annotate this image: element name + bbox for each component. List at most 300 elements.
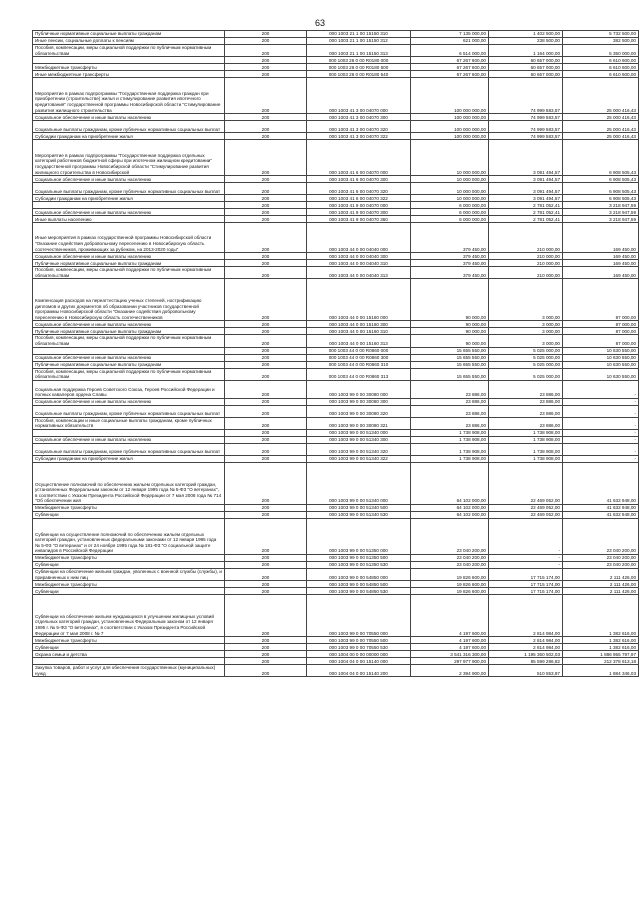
table-row <box>33 176 639 183</box>
row-plan-cell: 297 977 900,00 <box>411 658 489 665</box>
row-name-cell: Пособия, компенсации, меры социальной поддержки по публичным нормативным обязательствам <box>33 45 225 57</box>
row-rest-cell: 10 630 550,00 <box>563 354 639 361</box>
row-name-cell: Социальные выплаты гражданам, кроме публичных нормативных социальных выплат <box>33 183 225 195</box>
row-rest-cell: 169 450,00 <box>563 253 639 260</box>
row-grbs-cell: 200 <box>225 518 307 554</box>
table-row <box>33 554 639 561</box>
row-grbs-cell: 200 <box>225 216 307 223</box>
row-plan-cell: 379 450,00 <box>411 267 489 279</box>
row-rest-cell: 6 610 600,00 <box>563 57 639 64</box>
table-row <box>33 658 639 665</box>
row-plan-cell: 6 000 000,00 <box>411 209 489 216</box>
row-rest-cell: 23 040 200,00 <box>563 518 639 554</box>
row-name-cell: Социальное обеспечение и иные выплаты населению <box>33 253 225 260</box>
row-name-cell: Осуществление полномочий по обеспечению жильем отдельных категорий граждан, установленных Федеральным законом от 12 января 1995 года № 5-ФЗ "О ветеранах", в соответствии с Указом Президента Российской Федерации от 7 мая 2008 года № 714 "Об обеспечении жил <box>33 462 225 504</box>
row-grbs-cell: 200 <box>225 328 307 335</box>
table-row <box>33 462 639 504</box>
row-exec-cell: - <box>489 518 563 554</box>
table-row <box>33 216 639 223</box>
row-plan-cell: 100 000 000,00 <box>411 114 489 121</box>
row-exec-cell: 3 000,00 <box>489 279 563 321</box>
row-grbs-cell: 200 <box>225 267 307 279</box>
row-plan-cell: 1 738 908,00 <box>411 455 489 462</box>
row-exec-cell: 22 469 052,00 <box>489 462 563 504</box>
row-grbs-cell: 200 <box>225 347 307 354</box>
row-exec-cell: 210 000,00 <box>489 253 563 260</box>
table-row <box>33 140 639 176</box>
table-row <box>33 436 639 443</box>
row-rest-cell: 87 000,00 <box>563 328 639 335</box>
row-name-cell <box>33 658 225 665</box>
row-grbs-cell: 200 <box>225 644 307 651</box>
row-grbs-cell: 200 <box>225 368 307 380</box>
table-row <box>33 368 639 380</box>
row-grbs-cell: 200 <box>225 260 307 267</box>
row-exec-cell: 2 814 984,00 <box>489 595 563 637</box>
row-exec-cell: 210 000,00 <box>489 260 563 267</box>
row-code-cell: 000 1003 99 0 00 54850 500 <box>307 581 411 588</box>
row-exec-cell: 17 715 174,00 <box>489 568 563 580</box>
row-rest-cell: 169 450,00 <box>563 223 639 253</box>
row-exec-cell: 3 091 494,57 <box>489 195 563 202</box>
row-rest-cell: - <box>563 398 639 405</box>
row-rest-cell: 1 886 955 797,97 <box>563 651 639 658</box>
row-code-cell: 000 1003 21 1 00 15150 312 <box>307 38 411 45</box>
row-exec-cell: 3 000,00 <box>489 335 563 347</box>
row-grbs-cell: 200 <box>225 57 307 64</box>
row-grbs-cell: 200 <box>225 504 307 511</box>
row-name-cell <box>33 347 225 354</box>
row-grbs-cell: 200 <box>225 405 307 417</box>
table-row <box>33 328 639 335</box>
row-rest-cell: 1 884 346,03 <box>563 665 639 677</box>
row-code-cell: 000 1003 41 3 00 04070 300 <box>307 114 411 121</box>
row-exec-cell: 23 886,00 <box>489 398 563 405</box>
row-code-cell: 000 1003 99 0 00 51340 000 <box>307 429 411 436</box>
row-name-cell: Субсидии гражданам на приобретение жилья <box>33 195 225 202</box>
table-row <box>33 354 639 361</box>
row-plan-cell: 23 040 200,00 <box>411 561 489 568</box>
row-rest-cell: - <box>563 429 639 436</box>
row-code-cell: 000 1003 26 0 00 R0180 500 <box>307 64 411 71</box>
row-exec-cell: 3 091 494,57 <box>489 183 563 195</box>
row-grbs-cell: 200 <box>225 71 307 78</box>
row-exec-cell: 23 886,00 <box>489 405 563 417</box>
row-plan-cell: 23 886,00 <box>411 380 489 398</box>
row-grbs-cell: 200 <box>225 568 307 580</box>
row-grbs-cell: 200 <box>225 443 307 455</box>
row-code-cell: 000 1003 44 0 00 04040 313 <box>307 267 411 279</box>
row-exec-cell: 210 000,00 <box>489 223 563 253</box>
row-name-cell <box>33 429 225 436</box>
row-rest-cell: 10 630 550,00 <box>563 361 639 368</box>
row-code-cell: 000 1003 41 6 00 04070 300 <box>307 176 411 183</box>
row-plan-cell: 64 102 000,00 <box>411 504 489 511</box>
row-plan-cell: 379 450,00 <box>411 223 489 253</box>
row-exec-cell: 74 999 583,57 <box>489 78 563 114</box>
table-row <box>33 398 639 405</box>
row-code-cell: 000 1004 04 0 00 15140 200 <box>307 665 411 677</box>
row-name-cell: Мероприятие в рамках подпрограммы "Государственная поддержка отдельных категорий работников бюджетной сферы при ипотечном жилищном кредитовании" государственной программы Новосибирской области "Стимулирование развития жилищного строительства в Новосибирской <box>33 140 225 176</box>
row-exec-cell: 2 814 984,00 <box>489 637 563 644</box>
row-name-cell: Мероприятие в рамках подпрограммы "Государственная поддержка граждан при приобретении (строительстве) жилья и стимулирование развития ипотечного кредитования" государственной программы Новосибирской области "Стимулирование развития жилищного строительства <box>33 78 225 114</box>
row-name-cell: Пособия, компенсации и иные социальные выплаты гражданам, кроме публичных нормативных обязательств <box>33 417 225 429</box>
table-row <box>33 71 639 78</box>
row-name-cell: Социальные выплаты гражданам, кроме публичных нормативных социальных выплат <box>33 121 225 133</box>
row-plan-cell: 10 000 000,00 <box>411 195 489 202</box>
row-plan-cell: 15 655 550,00 <box>411 368 489 380</box>
row-grbs-cell: 200 <box>225 561 307 568</box>
row-plan-cell: 23 040 200,00 <box>411 554 489 561</box>
row-name-cell: Компенсация расходов на переаттестацию ученых степеней, нострификацию дипломов и других документов об образовании участников государственной программы Новосибирской области "Оказание содействия добровольному переселению в Новосибирскую область соотечественников <box>33 279 225 321</box>
table-row <box>33 64 639 71</box>
row-code-cell: 000 1003 99 0 00 51340 530 <box>307 511 411 518</box>
row-name-cell: Субвенции на обеспечение жильем нуждающихся в улучшении жилищных условий отдельных категорий граждан, установленных Федеральным законом от 12 января 1995 г. № 5-ФЗ "О ветеранах", в соответствии с Указом Президента Российской Федерации от 7 мая 2008 г. № 7 <box>33 595 225 637</box>
budget-table-body <box>33 31 639 677</box>
row-rest-cell: 25 000 416,43 <box>563 121 639 133</box>
row-grbs-cell: 200 <box>225 209 307 216</box>
row-code-cell: 000 1003 44 0 00 R0860 313 <box>307 368 411 380</box>
row-name-cell: Субвенции <box>33 644 225 651</box>
row-grbs-cell: 200 <box>225 354 307 361</box>
table-row <box>33 114 639 121</box>
row-plan-cell: 67 267 600,00 <box>411 71 489 78</box>
row-plan-cell: 4 197 600,00 <box>411 595 489 637</box>
row-plan-cell: 23 886,00 <box>411 398 489 405</box>
row-plan-cell: 4 197 600,00 <box>411 644 489 651</box>
table-row <box>33 644 639 651</box>
table-row <box>33 267 639 279</box>
row-name-cell: Субвенции <box>33 561 225 568</box>
row-code-cell: 000 1003 44 0 00 15160 300 <box>307 321 411 328</box>
row-plan-cell: 67 267 600,00 <box>411 57 489 64</box>
row-rest-cell: - <box>563 405 639 417</box>
row-code-cell: 000 1003 44 0 00 R0860 300 <box>307 354 411 361</box>
table-row <box>33 665 639 677</box>
table-row <box>33 443 639 455</box>
row-rest-cell: 6 908 505,43 <box>563 176 639 183</box>
row-exec-cell: 2 781 052,41 <box>489 209 563 216</box>
row-plan-cell: 15 655 550,00 <box>411 347 489 354</box>
row-name-cell: Иные мероприятия в рамках государственной программы Новосибирской области "Оказание содействия добровольному переселению в Новосибирскую область соотечественников, проживающих за рубежом, на 2013-2020 годы" <box>33 223 225 253</box>
row-exec-cell: 1 195 360 502,03 <box>489 651 563 658</box>
row-exec-cell: 22 469 052,00 <box>489 504 563 511</box>
row-plan-cell: 4 197 600,00 <box>411 637 489 644</box>
row-plan-cell: 10 000 000,00 <box>411 140 489 176</box>
row-code-cell: 000 1003 44 0 00 04040 310 <box>307 260 411 267</box>
row-grbs-cell: 200 <box>225 45 307 57</box>
row-name-cell: Субвенции на осуществление полномочий по обеспечению жильем отдельных категорий граждан, установленных федеральными законами от 12 января 1995 года № 5-ФЗ "О ветеранах" и от 24 ноября 1995 года № 181-ФЗ "О социальной защите инвалидов в Российской Федерации <box>33 518 225 554</box>
row-rest-cell: 1 382 616,00 <box>563 644 639 651</box>
table-row <box>33 504 639 511</box>
row-plan-cell: 379 450,00 <box>411 253 489 260</box>
row-code-cell: 000 1003 26 0 00 R0180 000 <box>307 57 411 64</box>
row-code-cell: 000 1003 99 0 00 70550 000 <box>307 595 411 637</box>
table-row <box>33 78 639 114</box>
row-name-cell: Субвенции <box>33 511 225 518</box>
row-grbs-cell: 200 <box>225 321 307 328</box>
row-grbs-cell: 200 <box>225 64 307 71</box>
row-name-cell: Пособия, компенсации, меры социальной поддержки по публичным нормативным обязательствам <box>33 267 225 279</box>
row-rest-cell: 10 630 550,00 <box>563 347 639 354</box>
table-row <box>33 561 639 568</box>
row-rest-cell: 41 632 948,00 <box>563 511 639 518</box>
row-exec-cell: 5 025 000,00 <box>489 347 563 354</box>
row-plan-cell: 90 000,00 <box>411 321 489 328</box>
table-row <box>33 361 639 368</box>
row-plan-cell: 19 826 600,00 <box>411 581 489 588</box>
row-name-cell: Межбюджетные трансферты <box>33 504 225 511</box>
row-code-cell: 000 1003 41 3 00 04070 320 <box>307 121 411 133</box>
row-grbs-cell: 200 <box>225 202 307 209</box>
row-code-cell: 000 1003 99 0 00 54850 000 <box>307 568 411 580</box>
row-code-cell: 000 1003 41 6 00 04070 322 <box>307 195 411 202</box>
row-code-cell: 000 1003 99 0 00 51350 530 <box>307 561 411 568</box>
row-code-cell: 000 1003 41 9 00 04070 000 <box>307 202 411 209</box>
table-row <box>33 223 639 253</box>
table-row <box>33 183 639 195</box>
row-exec-cell: 60 657 000,00 <box>489 71 563 78</box>
row-name-cell: Социальное обеспечение и иные выплаты населению <box>33 354 225 361</box>
row-rest-cell: 87 000,00 <box>563 335 639 347</box>
row-code-cell: 000 1003 44 0 00 15160 313 <box>307 335 411 347</box>
row-rest-cell: - <box>563 443 639 455</box>
page-number: 63 <box>314 18 325 28</box>
row-grbs-cell: 200 <box>225 658 307 665</box>
table-row <box>33 588 639 595</box>
row-exec-cell: 5 025 000,00 <box>489 354 563 361</box>
row-name-cell: Социальные выплаты гражданам, кроме публичных нормативных социальных выплат <box>33 443 225 455</box>
table-row <box>33 637 639 644</box>
row-plan-cell: 2 394 900,00 <box>411 665 489 677</box>
table-row <box>33 455 639 462</box>
row-name-cell: Социальное обеспечение и иные выплаты населению <box>33 436 225 443</box>
row-name-cell: Межбюджетные трансферты <box>33 637 225 644</box>
row-name-cell: Иные выплаты населению <box>33 216 225 223</box>
row-code-cell: 000 1003 41 6 00 04070 320 <box>307 183 411 195</box>
table-row <box>33 405 639 417</box>
table-row <box>33 260 639 267</box>
row-name-cell: Иные межбюджетные трансферты <box>33 71 225 78</box>
table-row <box>33 511 639 518</box>
table-row <box>33 202 639 209</box>
table-row <box>33 651 639 658</box>
row-name-cell: Охрана семьи и детства <box>33 651 225 658</box>
row-exec-cell: 2 781 052,41 <box>489 216 563 223</box>
row-grbs-cell: 200 <box>225 133 307 140</box>
row-plan-cell: 90 000,00 <box>411 335 489 347</box>
row-rest-cell: 169 450,00 <box>563 267 639 279</box>
row-exec-cell: 23 886,00 <box>489 380 563 398</box>
row-name-cell: Межбюджетные трансферты <box>33 64 225 71</box>
row-plan-cell: 7 135 000,00 <box>411 31 489 38</box>
row-grbs-cell: 200 <box>225 38 307 45</box>
row-grbs-cell: 200 <box>225 417 307 429</box>
row-name-cell: Субсидии гражданам на приобретение жилья <box>33 455 225 462</box>
row-exec-cell: 210 000,00 <box>489 267 563 279</box>
row-rest-cell: 2 111 426,00 <box>563 568 639 580</box>
table-row <box>33 321 639 328</box>
row-code-cell: 000 1003 99 0 00 30080 321 <box>307 417 411 429</box>
row-name-cell: Межбюджетные трансферты <box>33 554 225 561</box>
row-plan-cell: 90 000,00 <box>411 328 489 335</box>
row-plan-cell: 19 826 600,00 <box>411 588 489 595</box>
row-name-cell: Пособия, компенсации, меры социальной поддержки по публичным нормативным обязательствам <box>33 368 225 380</box>
row-name-cell: Субвенции на обеспечение жильем граждан, уволенных с военной службы (службы), и приравненных к ним лиц <box>33 568 225 580</box>
row-grbs-cell: 200 <box>225 195 307 202</box>
table-row <box>33 195 639 202</box>
row-code-cell: 000 1003 99 0 00 70550 530 <box>307 644 411 651</box>
row-code-cell: 000 1003 99 0 00 51340 000 <box>307 462 411 504</box>
row-name-cell: Социальное обеспечение и иные выплаты населению <box>33 398 225 405</box>
row-code-cell: 000 1003 44 0 00 15160 310 <box>307 328 411 335</box>
row-rest-cell: 87 000,00 <box>563 279 639 321</box>
table-row <box>33 209 639 216</box>
row-rest-cell: 212 378 613,18 <box>563 658 639 665</box>
row-rest-cell: 6 908 505,43 <box>563 183 639 195</box>
row-rest-cell: 6 908 505,43 <box>563 195 639 202</box>
row-code-cell: 000 1003 99 0 00 51350 500 <box>307 554 411 561</box>
row-grbs-cell: 200 <box>225 31 307 38</box>
row-code-cell: 000 1003 41 9 00 04070 300 <box>307 209 411 216</box>
row-rest-cell: 41 632 948,00 <box>563 462 639 504</box>
row-rest-cell: 6 610 600,00 <box>563 64 639 71</box>
row-plan-cell: 1 738 908,00 <box>411 443 489 455</box>
row-code-cell: 000 1003 44 0 00 04040 300 <box>307 253 411 260</box>
table-row <box>33 581 639 588</box>
row-grbs-cell: 200 <box>225 335 307 347</box>
row-name-cell <box>33 57 225 64</box>
row-plan-cell: 10 000 000,00 <box>411 183 489 195</box>
table-row <box>33 253 639 260</box>
row-rest-cell: 23 040 200,00 <box>563 554 639 561</box>
row-code-cell: 000 1003 99 0 00 51350 000 <box>307 518 411 554</box>
row-plan-cell: 23 886,00 <box>411 405 489 417</box>
row-code-cell: 000 1003 44 0 00 R0860 310 <box>307 361 411 368</box>
row-rest-cell: 87 000,00 <box>563 321 639 328</box>
row-code-cell: 000 1004 00 0 00 00000 000 <box>307 651 411 658</box>
row-exec-cell: 74 999 583,57 <box>489 121 563 133</box>
row-code-cell: 000 1003 41 9 00 04070 360 <box>307 216 411 223</box>
row-grbs-cell: 200 <box>225 651 307 658</box>
row-exec-cell: 74 999 583,57 <box>489 133 563 140</box>
row-grbs-cell: 200 <box>225 429 307 436</box>
row-exec-cell: - <box>489 554 563 561</box>
row-rest-cell: 10 630 550,00 <box>563 368 639 380</box>
row-rest-cell: 25 000 416,43 <box>563 114 639 121</box>
row-plan-cell: 64 102 000,00 <box>411 462 489 504</box>
row-exec-cell: 22 469 052,00 <box>489 511 563 518</box>
row-code-cell: 000 1003 99 0 00 51340 320 <box>307 443 411 455</box>
row-rest-cell: 169 450,00 <box>563 260 639 267</box>
table-row <box>33 429 639 436</box>
row-exec-cell: 238 500,00 <box>489 38 563 45</box>
row-grbs-cell: 200 <box>225 78 307 114</box>
row-plan-cell: 23 040 200,00 <box>411 518 489 554</box>
table-row <box>33 417 639 429</box>
table-row <box>33 347 639 354</box>
row-exec-cell: 1 738 908,00 <box>489 455 563 462</box>
table-row <box>33 45 639 57</box>
row-exec-cell: 1 738 908,00 <box>489 429 563 436</box>
row-exec-cell: 3 000,00 <box>489 321 563 328</box>
row-plan-cell: 15 655 550,00 <box>411 354 489 361</box>
table-row <box>33 335 639 347</box>
row-exec-cell: 85 599 286,82 <box>489 658 563 665</box>
row-exec-cell: 60 657 000,00 <box>489 64 563 71</box>
row-name-cell: Публичные нормативные социальные выплаты гражданам <box>33 361 225 368</box>
row-code-cell: 000 1003 99 0 00 54850 530 <box>307 588 411 595</box>
row-name-cell: Социальное обеспечение и иные выплаты населению <box>33 209 225 216</box>
row-rest-cell: 23 040 200,00 <box>563 561 639 568</box>
row-code-cell: 000 1003 21 1 00 15150 310 <box>307 31 411 38</box>
row-code-cell: 000 1003 99 0 00 51340 322 <box>307 455 411 462</box>
row-plan-cell: 100 000 000,00 <box>411 133 489 140</box>
row-grbs-cell: 200 <box>225 462 307 504</box>
row-grbs-cell: 200 <box>225 380 307 398</box>
table-row <box>33 568 639 580</box>
row-rest-cell: 3 218 947,59 <box>563 216 639 223</box>
row-plan-cell: 100 000 000,00 <box>411 78 489 114</box>
row-exec-cell: - <box>489 561 563 568</box>
row-exec-cell: 3 091 494,57 <box>489 176 563 183</box>
row-plan-cell: 1 738 908,00 <box>411 436 489 443</box>
row-code-cell: 000 1003 41 6 00 04070 000 <box>307 140 411 176</box>
row-name-cell: Публичные нормативные социальные выплаты гражданам <box>33 31 225 38</box>
row-plan-cell: 1 738 908,00 <box>411 429 489 436</box>
row-exec-cell: 5 025 000,00 <box>489 368 563 380</box>
row-plan-cell: 64 102 000,00 <box>411 511 489 518</box>
row-code-cell: 000 1003 99 0 00 30080 320 <box>307 405 411 417</box>
row-rest-cell: - <box>563 417 639 429</box>
row-grbs-cell: 200 <box>225 398 307 405</box>
row-exec-cell: 510 553,97 <box>489 665 563 677</box>
row-plan-cell: 621 000,00 <box>411 38 489 45</box>
row-exec-cell: 5 025 000,00 <box>489 361 563 368</box>
row-plan-cell: 19 826 600,00 <box>411 568 489 580</box>
row-exec-cell: 1 164 000,00 <box>489 45 563 57</box>
row-plan-cell: 23 886,00 <box>411 417 489 429</box>
row-plan-cell: 6 000 000,00 <box>411 216 489 223</box>
row-rest-cell: 3 218 947,59 <box>563 209 639 216</box>
row-grbs-cell: 200 <box>225 455 307 462</box>
row-exec-cell: 17 715 174,00 <box>489 581 563 588</box>
row-rest-cell: 3 218 947,59 <box>563 202 639 209</box>
table-row <box>33 380 639 398</box>
row-name-cell: Публичные нормативные социальные выплаты гражданам <box>33 260 225 267</box>
row-code-cell: 000 1003 41 3 00 04070 000 <box>307 78 411 114</box>
row-plan-cell: 15 655 550,00 <box>411 361 489 368</box>
row-name-cell: Пособия, компенсации, меры социальной поддержки по публичным нормативным обязательствам <box>33 335 225 347</box>
row-rest-cell: - <box>563 380 639 398</box>
row-name-cell: Иные пенсии, социальные доплаты к пенсиям <box>33 38 225 45</box>
row-grbs-cell: 200 <box>225 223 307 253</box>
row-rest-cell: 382 500,00 <box>563 38 639 45</box>
row-rest-cell: - <box>563 436 639 443</box>
row-name-cell: Социальная поддержка Героев Советского Союза, Героев Российской Федерации и полных кавалеров ордена Славы <box>33 380 225 398</box>
row-exec-cell: 17 715 174,00 <box>489 588 563 595</box>
row-name-cell: Субсидии гражданам на приобретение жилья <box>33 133 225 140</box>
row-grbs-cell: 200 <box>225 279 307 321</box>
row-code-cell: 000 1003 99 0 00 30080 000 <box>307 380 411 398</box>
row-code-cell: 000 1003 99 0 00 70550 500 <box>307 637 411 644</box>
row-plan-cell: 6 514 000,00 <box>411 45 489 57</box>
row-rest-cell: - <box>563 455 639 462</box>
budget-table <box>32 30 639 677</box>
table-row <box>33 31 639 38</box>
row-grbs-cell: 200 <box>225 183 307 195</box>
row-exec-cell: 74 999 583,57 <box>489 114 563 121</box>
